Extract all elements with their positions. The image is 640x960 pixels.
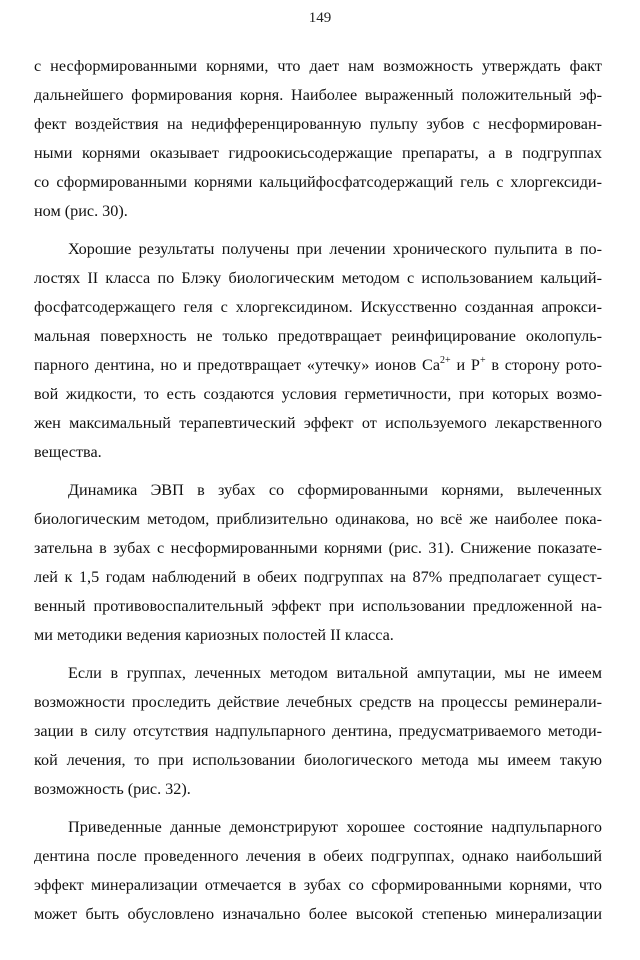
body-text <box>34 52 602 929</box>
page-number: 149 <box>308 10 332 26</box>
text-line: ми методики ведения кариозных полостей II класса. <box>34 626 394 644</box>
text-line: зательна в зубах с несформированными корнями (рис. 31). Снижение показате- <box>34 539 602 557</box>
text-line: мальная поверхность не только предотвращает реинфицирование околопуль- <box>34 327 602 345</box>
text-line: лостях II класса по Блэку биологическим методом с использованием кальций- <box>34 269 602 287</box>
text-line: вой жидкости, то есть создаются условия герметичности, при которых возмо- <box>34 385 602 403</box>
text-line: жен максимальный терапевтический эффект от используемого лекарственного <box>34 414 602 432</box>
text-line: эффект минерализации отмечается в зубах со сформированными корнями, что <box>34 876 602 894</box>
text-line: с несформированными корнями, что дает нам возможность утверждать факт <box>34 57 602 75</box>
text-line: биологическим методом, приблизительно одинакова, но всё же наиболее пока- <box>34 510 602 528</box>
paragraph <box>34 52 602 226</box>
text-line: зации в силу отсутствия надпульпарного дентина, предусматриваемого методи- <box>34 722 602 740</box>
text-line: дентина после проведенного лечения в обеих подгруппах, однако наибольший <box>34 847 602 865</box>
text-line: кой лечения, то при использовании биологического метода мы имеем такую <box>34 751 602 769</box>
text-line: ном (рис. 30). <box>34 202 128 220</box>
text-line: Приведенные данные демонстрируют хорошее состояние надпульпарного <box>68 818 602 836</box>
text-line: дальнейшего формирования корня. Наиболее выраженный положительный эф- <box>34 86 602 104</box>
text-line: может быть обусловлено изначально более высокой степенью минерализации <box>34 905 602 923</box>
text-line: лей к 1,5 годам наблюдений в обеих подгруппах на 87% предполагает сущест- <box>34 568 602 586</box>
paragraph <box>34 813 602 929</box>
paragraph <box>34 476 602 650</box>
text-line: со сформированными корнями кальцийфосфатсодержащий гель с хлоргексиди- <box>34 173 602 191</box>
text-line: парного дентина, но и предотвращает «утечку» ионов $Ca^{2+}$ и P+ в сторону рото- <box>34 354 603 374</box>
text-line: фект воздействия на недифференцированную пульпу зубов с несформирован- <box>34 115 602 133</box>
text-line: ными корнями оказывает гидроокисьсодержащие препараты, а в подгруппах <box>34 144 602 162</box>
paragraph <box>34 659 602 804</box>
text-line: возможность (рис. 32). <box>34 780 191 798</box>
text-line: венный противовоспалительный эффект при использовании предложенной на- <box>34 597 602 615</box>
text-line: Если в группах, леченных методом витальной ампутации, мы не имеем <box>68 664 602 682</box>
text-line: возможности проследить действие лечебных средств на процессы реминерали- <box>34 693 602 711</box>
text-line: Динамика ЭВП в зубах со сформированными корнями, вылеченных <box>68 481 602 499</box>
text-line: фосфатсодержащего геля с хлоргексидином. Искусственно созданная апрокси- <box>34 298 602 316</box>
text-line: вещества. <box>34 443 102 461</box>
text-line: Хорошие результаты получены при лечении хронического пульпита в по- <box>68 240 602 258</box>
paragraph <box>34 235 602 467</box>
